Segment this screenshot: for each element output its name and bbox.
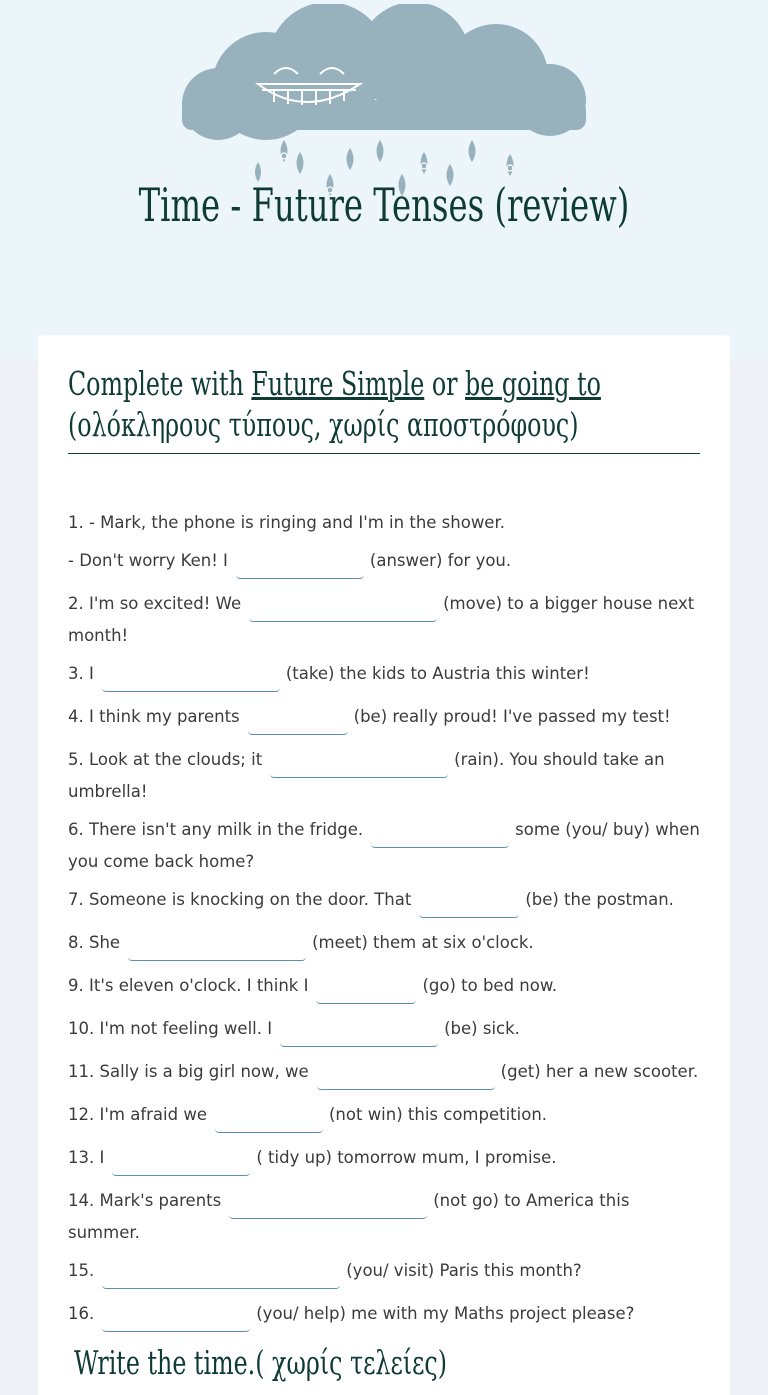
question-text: 13. I bbox=[68, 1148, 105, 1167]
answer-input-1[interactable] bbox=[236, 557, 364, 579]
question-text: 6. There isn't any milk in the fridge. bbox=[68, 820, 364, 839]
answer-input-5[interactable] bbox=[270, 756, 448, 778]
question-text: - Don't worry Ken! I bbox=[68, 551, 228, 570]
question-1-reply bbox=[68, 547, 702, 579]
answer-input-10[interactable] bbox=[280, 1025, 438, 1047]
heading-term-be-going-to: be going to bbox=[465, 364, 601, 403]
question-hint: (you/ help) me with my Maths project please? bbox=[256, 1304, 635, 1323]
question-text: 15. bbox=[68, 1261, 95, 1280]
answer-input-14[interactable] bbox=[229, 1197, 427, 1219]
question-text: 1. - Mark, the phone is ringing and I'm in the shower. bbox=[68, 513, 505, 532]
answer-input-9[interactable] bbox=[316, 982, 416, 1004]
question-3 bbox=[68, 660, 702, 692]
question-text: 7. Someone is knocking on the door. That bbox=[68, 890, 412, 909]
question-text: 12. I'm afraid we bbox=[68, 1105, 207, 1124]
question-4 bbox=[68, 703, 702, 735]
question-hint: (meet) them at six o'clock. bbox=[312, 933, 534, 952]
question-2 bbox=[68, 590, 702, 649]
heading-mid: or bbox=[424, 364, 466, 403]
heading-prefix: Complete with bbox=[68, 364, 252, 403]
question-hint: (be) the postman. bbox=[525, 890, 674, 909]
question-hint: (rain). You should take an umbrella! bbox=[68, 750, 665, 801]
answer-input-11[interactable] bbox=[317, 1068, 495, 1090]
question-13 bbox=[68, 1144, 702, 1176]
answer-input-15[interactable] bbox=[102, 1267, 340, 1289]
answer-input-8[interactable] bbox=[128, 939, 306, 961]
question-12 bbox=[68, 1101, 702, 1133]
smiling-rain-cloud-icon bbox=[178, 4, 590, 204]
answer-input-7[interactable] bbox=[419, 896, 519, 918]
answer-input-16[interactable] bbox=[102, 1310, 250, 1332]
question-hint: (go) to bed now. bbox=[422, 976, 558, 995]
question-8 bbox=[68, 929, 702, 961]
answer-input-3[interactable] bbox=[102, 670, 280, 692]
section-heading bbox=[68, 363, 700, 454]
question-6 bbox=[68, 816, 702, 875]
question-text: 3. I bbox=[68, 664, 94, 683]
question-hint: (not go) to America this summer. bbox=[68, 1191, 630, 1242]
answer-input-4[interactable] bbox=[248, 713, 348, 735]
question-text: 8. She bbox=[68, 933, 121, 952]
question-hint: (you/ visit) Paris this month? bbox=[346, 1261, 582, 1280]
question-text: 11. Sally is a big girl now, we bbox=[68, 1062, 309, 1081]
question-hint: (answer) for you. bbox=[369, 551, 512, 570]
question-11 bbox=[68, 1058, 702, 1090]
question-hint: (take) the kids to Austria this winter! bbox=[285, 664, 590, 683]
question-text: 4. I think my parents bbox=[68, 707, 240, 726]
section-heading-write-time: Write the time.( χωρίς τελείες) bbox=[74, 1343, 447, 1382]
question-14 bbox=[68, 1187, 702, 1246]
question-1 bbox=[68, 509, 702, 536]
question-hint: (be) sick. bbox=[444, 1019, 520, 1038]
question-hint: some (you/ buy) when you come back home? bbox=[68, 820, 700, 871]
answer-input-12[interactable] bbox=[215, 1111, 323, 1133]
answer-input-2[interactable] bbox=[249, 600, 437, 622]
question-hint: ( tidy up) tomorrow mum, I promise. bbox=[256, 1148, 557, 1167]
heading-term-future-simple: Future Simple bbox=[251, 364, 425, 403]
question-text: 14. Mark's parents bbox=[68, 1191, 222, 1210]
page-title: Time - Future Tenses (review) bbox=[138, 178, 630, 232]
question-hint: (move) to a bigger house next month! bbox=[68, 594, 695, 645]
question-text: 2. I'm so excited! We bbox=[68, 594, 242, 613]
questions-list bbox=[68, 509, 702, 1343]
question-text: 9. It's eleven o'clock. I think I bbox=[68, 976, 309, 995]
question-text: 5. Look at the clouds; it bbox=[68, 750, 263, 769]
worksheet-header bbox=[0, 0, 768, 360]
question-15 bbox=[68, 1257, 702, 1289]
worksheet-card bbox=[38, 335, 730, 1395]
question-5 bbox=[68, 746, 702, 805]
question-hint: (get) her a new scooter. bbox=[500, 1062, 699, 1081]
question-text: 10. I'm not feeling well. I bbox=[68, 1019, 273, 1038]
question-text: 16. bbox=[68, 1304, 95, 1323]
question-hint: (be) really proud! I've passed my test! bbox=[353, 707, 671, 726]
answer-input-6[interactable] bbox=[371, 826, 509, 848]
answer-input-13[interactable] bbox=[112, 1154, 250, 1176]
question-hint: (not win) this competition. bbox=[328, 1105, 548, 1124]
question-9 bbox=[68, 972, 702, 1004]
question-16 bbox=[68, 1300, 702, 1332]
heading-suffix: (ολόκληρους τύπους, χωρίς αποστρόφους) bbox=[68, 405, 579, 444]
question-7 bbox=[68, 886, 702, 918]
question-10 bbox=[68, 1015, 702, 1047]
